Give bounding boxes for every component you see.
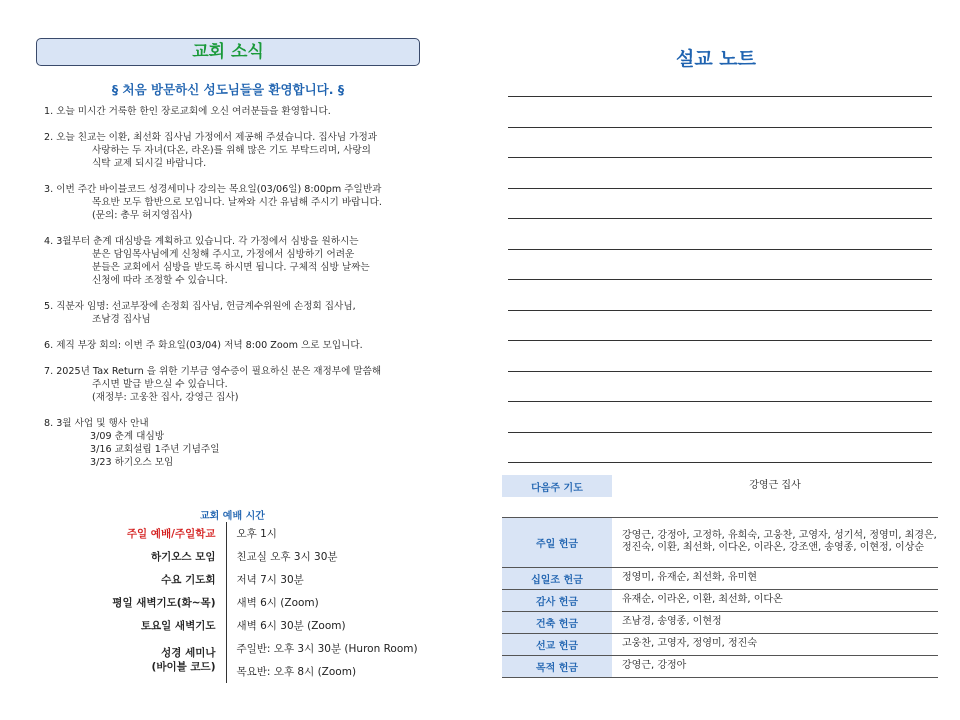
notice-list: [44, 105, 436, 469]
note-line[interactable]: [508, 310, 932, 311]
note-line[interactable]: [508, 371, 932, 372]
next-week-prayer-label: 다음주 기도: [502, 475, 612, 497]
worship-name: 토요일 새벽기도: [70, 614, 226, 637]
offering-label: 주일 헌금: [502, 517, 612, 567]
table-row: [70, 545, 426, 568]
note-line[interactable]: [508, 340, 932, 341]
notice-item: 1. 오늘 미시간 거룩한 한인 장로교회에 오신 여러분들을 환영합니다.: [44, 106, 331, 117]
table-row: [502, 633, 938, 655]
worship-time: 목요반: 오후 8시 (Zoom): [236, 666, 357, 678]
note-line[interactable]: [508, 432, 932, 433]
offering-names: 정영미, 유재순, 최선화, 유미현: [612, 567, 938, 589]
next-week-prayer-name: 강영근 집사: [749, 479, 801, 491]
worship-time: 저녁 7시 30분: [236, 574, 304, 586]
notice-item: 3. 이번 주간 바이블코드 성경세미나 강의는 목요일(03/06일) 8:00pm 주일반과 목요반 모두 합반으로 모입니다. 날짜와 시간 유념해 주시기 바랍니다. (문의: 총무 허지영집사): [44, 184, 382, 221]
offering-names: 조남경, 송영종, 이현정: [612, 611, 938, 633]
worship-time: 오후 1시: [236, 528, 277, 540]
offering-names: 강영근, 강정아, 고정하, 유희숙, 고웅찬, 고영자, 성기석, 정영미, 최경은, 정진숙, 이환, 최선화, 이다온, 이라온, 강조앤, 송영종, 이현정, 이상순: [612, 517, 938, 567]
offering-names: 유재순, 이라온, 이환, 최선화, 이다온: [612, 589, 938, 611]
note-line[interactable]: [508, 218, 932, 219]
march-events-notice: 8. 3월 사업 및 행사 안내 3/09 춘계 대심방 3/16 교회설립 1주년 기념주일 3/23 하기오스 모임: [44, 418, 220, 468]
worship-time: 친교실 오후 3시 30분: [236, 551, 338, 563]
welcome-message: § 처음 방문하신 성도님들을 환영합니다. §: [111, 82, 345, 97]
note-line[interactable]: [508, 462, 932, 463]
offering-label: 선교 헌금: [502, 633, 612, 655]
offering-names: 강영근, 강정아: [612, 655, 938, 677]
worship-name: 수요 기도회: [70, 568, 226, 591]
worship-time: 새벽 6시 (Zoom): [236, 597, 319, 609]
table-row: [502, 611, 938, 633]
table-row: [502, 567, 938, 589]
table-row: [502, 655, 938, 677]
note-line[interactable]: [508, 127, 932, 128]
notice-item: 6. 제직 부장 회의: 이번 주 화요일(03/04) 저녁 8:00 Zoom 으로 모입니다.: [44, 340, 363, 351]
worship-name: 주일 예배/주일학교: [70, 522, 226, 545]
sermon-notes-title: 설교 노트: [675, 48, 757, 70]
notice-item: 7. 2025년 Tax Return 을 위한 기부금 영수증이 필요하신 분은 재정부에 말씀해 주시면 발급 받으실 수 있습니다. (재정부: 고웅찬 집사, 강영근 집사): [44, 366, 382, 403]
offering-names: 고웅찬, 고영자, 정영미, 정진숙: [612, 633, 938, 655]
worship-name: 하기오스 모임: [70, 545, 226, 568]
table-row: [70, 522, 426, 545]
table-row: [70, 591, 426, 614]
offering-label: 감사 헌금: [502, 589, 612, 611]
church-news-title: 교회 소식: [36, 38, 420, 66]
worship-schedule-table: [70, 522, 426, 683]
table-row: [502, 517, 938, 567]
worship-time: 새벽 6시 30분 (Zoom): [236, 620, 346, 632]
note-line[interactable]: [508, 96, 932, 97]
note-line[interactable]: [508, 279, 932, 280]
offering-table: [502, 475, 938, 678]
note-line[interactable]: [508, 249, 932, 250]
table-row: [502, 475, 938, 497]
worship-name: 평일 새벽기도(화~목): [70, 591, 226, 614]
notice-item: 4. 3월부터 춘계 대심방을 계획하고 있습니다. 각 가정에서 심방을 원하시는 분은 담임목사님에게 신청해 주시고, 가정에서 심방하기 어려운 분들은 교회에서 심방을 받도록 하시면 됩니다. 구체적 심방 날짜는 신청에 따라 조정할 수 있습니다.: [44, 236, 370, 286]
worship-time: 주일반: 오후 3시 30분 (Huron Room): [236, 643, 418, 655]
offering-label: 건축 헌금: [502, 611, 612, 633]
table-row: [70, 637, 426, 660]
note-line[interactable]: [508, 157, 932, 158]
church-news-section: [36, 38, 436, 482]
worship-name: 성경 세미나 (바이블 코드): [70, 637, 226, 683]
note-line[interactable]: [508, 401, 932, 402]
worship-schedule-title: 교회 예배 시간: [200, 511, 265, 522]
note-line[interactable]: [508, 188, 932, 189]
table-row: [70, 568, 426, 591]
offering-label: 목적 헌금: [502, 655, 612, 677]
offering-label: 십일조 헌금: [502, 567, 612, 589]
notice-item: 5. 직분자 임명: 선교부장에 손정회 집사님, 헌금계수위원에 손정회 집사님, 조남경 집사님: [44, 301, 356, 325]
notice-item: 2. 오늘 친교는 이환, 최선화 집사님 가정에서 제공해 주셨습니다. 집사님 가정과 사랑하는 두 자녀(다온, 라온)를 위해 많은 기도 부탁드리며, 사랑의 식탁 교제 되시길 바랍니다.: [44, 132, 378, 169]
table-row: [70, 614, 426, 637]
table-row: [502, 589, 938, 611]
